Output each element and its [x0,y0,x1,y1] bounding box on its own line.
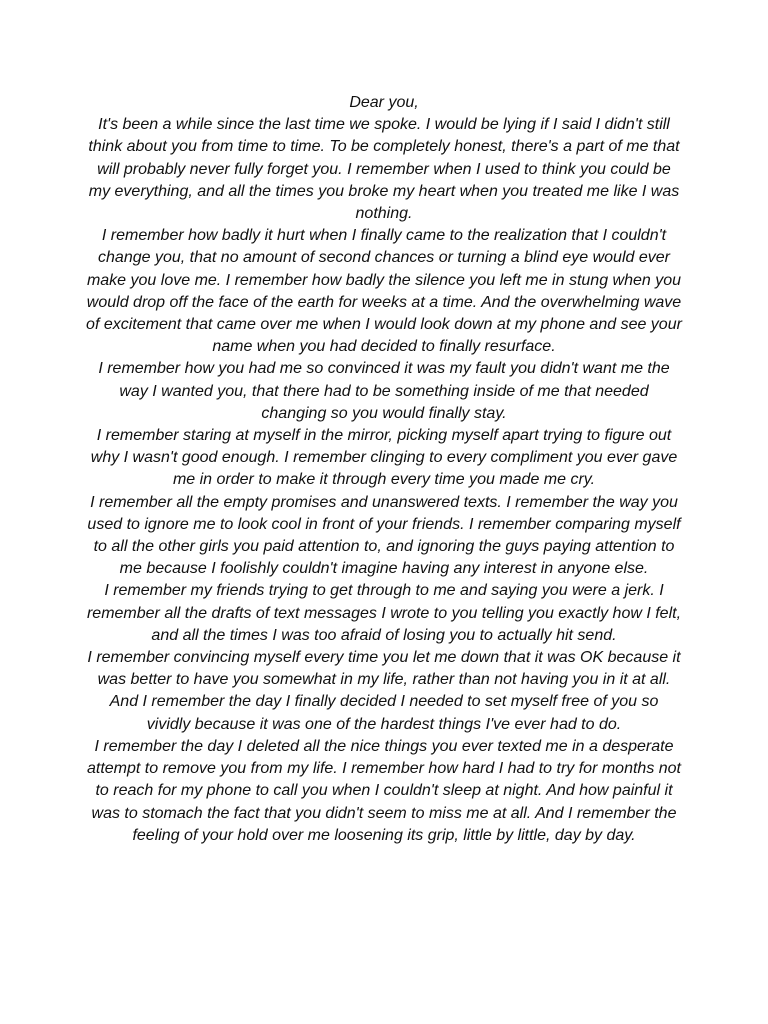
letter-paragraph: I remember convincing myself every time you let me down that it was OK because it was better to have you somewhat in my life, rather than not having you in it at all. And I remember the day I finally decided I needed to set myself free of you so vividly because it was one of the hardest things I've ever had to do. [87,649,681,733]
letter-salutation: Dear you, [349,94,419,111]
letter-body [86,92,682,847]
letter-paragraph: I remember my friends trying to get through to me and saying you were a jerk. I remember all the drafts of text messages I wrote to you telling you exactly how I felt, and all the times I was too afraid of losing you to actually hit send. [86,582,682,644]
letter-paragraph: I remember all the empty promises and unanswered texts. I remember the way you used to ignore me to look cool in front of your friends. I remember comparing myself to all the other girls you paid attention to, and ignoring the guys paying attention to me because I foolishly couldn't imagine having any interest in anyone else. [87,493,681,578]
letter-paragraph: I remember staring at myself in the mirror, picking myself apart trying to figure out why I wasn't good enough. I remember clinging to every compliment you ever gave me in order to make it through every time you made me cry. [90,427,678,489]
letter-paragraph: I remember the day I deleted all the nice things you ever texted me in a desperate attempt to remove you from my life. I remember how hard I had to try for months not to reach for my phone to call you when I couldn't sleep at night. And how painful it was to stomach the fact that you didn't seem to miss me at all. And I remember the feeling of your hold over me loosening its grip, little by little, day by day. [86,737,681,844]
letter-paragraph: It's been a while since the last time we spoke. I would be lying if I said I didn't still think about you from time to time. To be completely honest, there's a part of me that will probably never fully forget you. I remember when I used to think you could be my everything, and all the times you broke my heart when you treated me like I was nothing. [88,116,680,223]
letter-paragraph: I remember how badly it hurt when I finally came to the realization that I couldn't change you, that no amount of second chances or turning a blind eye would ever make you love me. I remember how badly the silence you left me in stung when you would drop off the face of the earth for weeks at a time. And the overwhelming wave of excitement that came over me when I would look down at my phone and see your name when you had decided to finally resurface. [86,227,682,356]
letter-paragraph: I remember how you had me so convinced it was my fault you didn't want me the way I wanted you, that there had to be something inside of me that needed changing so you would finally stay. [98,360,670,422]
